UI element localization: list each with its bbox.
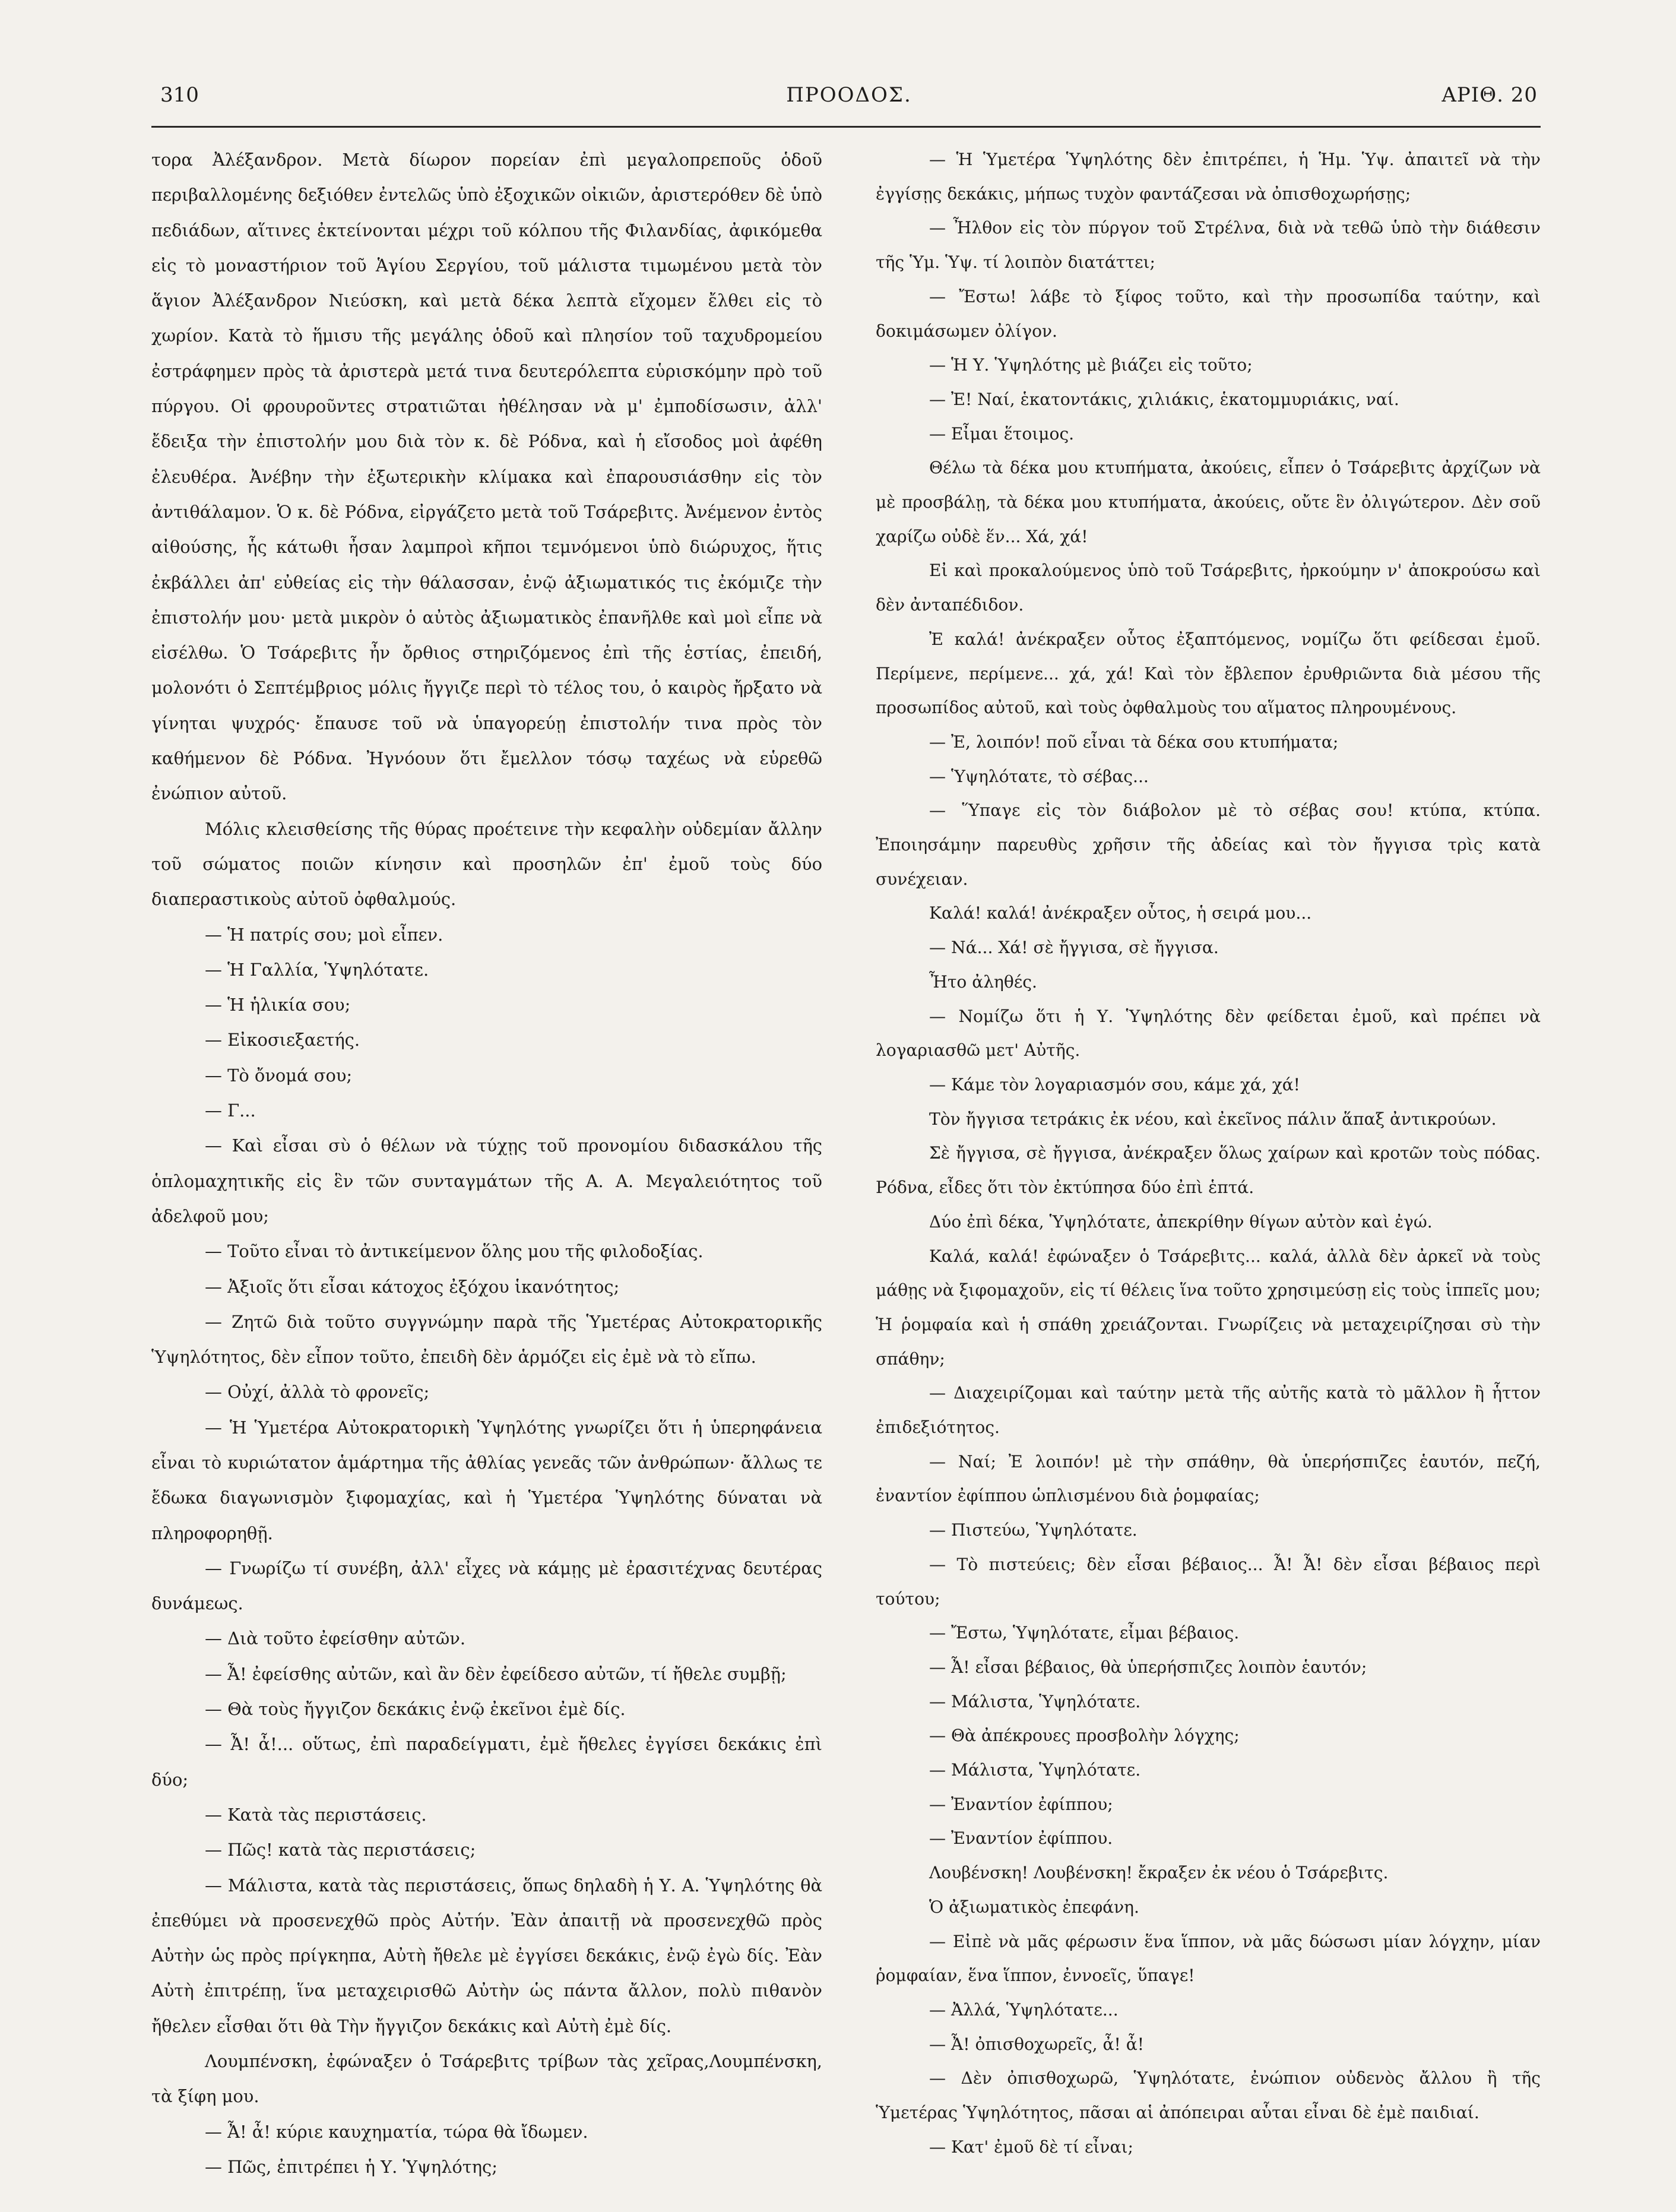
dialogue-line: — Ἆ! ἐφείσθης αὐτῶν, καὶ ἂν δὲν ἐφείδεσο αὐτῶν, τί ἤθελε συμβῇ; <box>205 1663 787 1684</box>
right-column <box>876 143 1541 2164</box>
dialogue-line: — Πιστεύω, Ὑψηλότατε. <box>929 1520 1138 1540</box>
dialogue-line: — Εἰκοσιεξαετής. <box>205 1030 360 1050</box>
dialogue-line: — Θὰ τοὺς ἤγγιζον δεκάκις ἐνῷ ἐκεῖνοι ἐμὲ δίς. <box>205 1699 626 1720</box>
dialogue-line: — Ναί; Ἐ λοιπόν! μὲ τὴν σπάθην, θὰ ὑπερήσπιζες ἑαυτόν, πεζή, ἐναντίον ἐφίππου ὡπλισμένου διὰ ῥομφαίας; <box>876 1451 1541 1506</box>
dialogue-line: — Ὕπαγε εἰς τὸν διάβολον μὲ τὸ σέβας σου! κτύπα, κτύπα. Ἐποιησάμην παρευθὺς χρῆσιν τῆς ἀδείας καὶ τὸν ἤγγισα τρὶς κατὰ συνέχειαν. <box>876 800 1541 889</box>
dialogue-line: — Πῶς, ἐπιτρέπει ἡ Υ. Ὑψηλότης; <box>205 2156 498 2177</box>
dialogue-line: — Εἰπὲ νὰ μᾶς φέρωσιν ἕνα ἵππον, νὰ μᾶς δώσωσι μίαν λόγχην, μίαν ῥομφαίαν, ἕνα ἵππον, ἐννοεῖς, ὕπαγε! <box>876 1931 1541 1986</box>
paragraph: Ὁ ἀξιωματικὸς ἐπεφάνη. <box>929 1897 1139 1917</box>
header-rule <box>151 126 1541 128</box>
paragraph: Σὲ ἤγγισα, σὲ ἤγγισα, ἀνέκραξεν ὅλως χαίρων καὶ κροτῶν τοὺς πόδας. Ρόδνα, εἶδες ὅτι τὸν ἐκτύπησα δύο ἐπὶ ἑπτά. <box>876 1143 1541 1198</box>
dialogue-line: — Ἡ Ὑμετέρα Ὑψηλότης δὲν ἐπιτρέπει, ἡ Ἡμ. Ὑψ. ἀπαιτεῖ νὰ τὴν ἐγγίσῃς δεκάκις, μήπως τυχὸν φαντάζεσαι νὰ ὀπισθοχωρήσῃς; <box>876 150 1541 204</box>
dialogue-line: — Οὐχί, ἀλλὰ τὸ φρονεῖς; <box>205 1382 430 1403</box>
dialogue-line: — Νά... Χά! σὲ ἤγγισα, σὲ ἤγγισα. <box>929 938 1219 958</box>
dialogue-line: — Κατ' ἐμοῦ δὲ τί εἶναι; <box>929 2137 1133 2157</box>
page-header <box>160 83 1538 119</box>
dialogue-line: — Θὰ ἀπέκρουες προσβολὴν λόγχης; <box>929 1726 1240 1746</box>
dialogue-line: — Ἡ ἡλικία σου; <box>205 995 351 1015</box>
dialogue-line: — Ἐ! Ναί, ἑκατοντάκις, χιλιάκις, ἑκατομμυριάκις, ναί. <box>929 389 1399 409</box>
issue-number: ΑΡΙΘ. 20 <box>1441 83 1538 107</box>
dialogue-line: — Ἐναντίον ἐφίππου; <box>929 1794 1113 1814</box>
dialogue-line: — Ἡ Ὑμετέρα Αὐτοκρατορικὴ Ὑψηλότης γνωρίζει ὅτι ἡ ὑπερηφάνεια εἶναι τὸ κυριώτατον ἁμάρτημα τῆς ἀθλίας γενεᾶς τῶν ἀνθρώπων· ἄλλως τε ἔδωκα διαγωνισμὸν ξιφομαχίας, καὶ ἡ Ὑμετέρα Ὑψηλότης δύναται νὰ πληροφορηθῇ. <box>151 1417 822 1543</box>
paragraph: Δύο ἐπὶ δέκα, Ὑψηλότατε, ἀπεκρίθην θίγων αὐτὸν καὶ ἐγώ. <box>929 1211 1433 1232</box>
dialogue-line: — Ἆ! εἶσαι βέβαιος, θὰ ὑπερήσπιζες λοιπὸν ἑαυτόν; <box>929 1657 1367 1677</box>
dialogue-line: — Μάλιστα, Ὑψηλότατε. <box>929 1691 1141 1711</box>
dialogue-line: — Νομίζω ὅτι ἡ Υ. Ὑψηλότης δὲν φείδεται ἐμοῦ, καὶ πρέπει νὰ λογαριασθῶ μετ' Αὐτῆς. <box>876 1006 1541 1061</box>
dialogue-line: — Ἆ! ἆ! κύριε καυχηματία, τώρα θὰ ἴδωμεν. <box>205 2121 588 2142</box>
dialogue-line: — Διαχειρίζομαι καὶ ταύτην μετὰ τῆς αὐτῆς κατὰ τὸ μᾶλλον ἢ ἧττον ἐπιδεξιότητος. <box>876 1383 1541 1438</box>
dialogue-line: — Τὸ πιστεύεις; δὲν εἶσαι βέβαιος... Ἆ! Ἆ! δὲν εἶσαι βέβαιος περὶ τούτου; <box>876 1554 1541 1609</box>
paragraph: Εἰ καὶ προκαλούμενος ὑπὸ τοῦ Τσάρεβιτς, ἠρκούμην ν' ἀποκρούσω καὶ δὲν ἀνταπέδιδον. <box>876 561 1541 615</box>
dialogue-line: — Ἦλθον εἰς τὸν πύργον τοῦ Στρέλνα, διὰ νὰ τεθῶ ὑπὸ τὴν διάθεσιν τῆς Ὑμ. Ὑψ. τί λοιπὸν διατάττει; <box>876 218 1541 273</box>
dialogue-line: — Ἔστω! λάβε τὸ ξίφος τοῦτο, καὶ τὴν προσωπίδα ταύτην, καὶ δοκιμάσωμεν ὀλίγον. <box>876 286 1541 341</box>
paragraph: Τὸν ἤγγισα τετράκις ἐκ νέου, καὶ ἐκεῖνος πάλιν ἅπαξ ἀντικρούων. <box>929 1109 1497 1129</box>
dialogue-line: — Γνωρίζω τί συνέβη, ἀλλ' εἶχες νὰ κάμῃς μὲ ἐρασιτέχνας δευτέρας δυνάμεως. <box>151 1558 822 1614</box>
dialogue-line: — Ἔστω, Ὑψηλότατε, εἶμαι βέβαιος. <box>929 1623 1240 1643</box>
paragraph: Καλά, καλά! ἐφώναξεν ὁ Τσάρεβιτς... καλά, ἀλλὰ δὲν ἀρκεῖ νὰ τοὺς μάθῃς νὰ ξιφομαχοῦν, εἰς τί θέλεις ἵνα τοῦτο χρησιμεύσῃ εἰς τοὺς ἱππεῖς μου; Ἡ ῥομφαία καὶ ἡ σπάθη χρειάζονται. Γνωρίζεις νὰ μεταχειρίζησαι σὺ τὴν σπάθην; <box>876 1246 1541 1369</box>
dialogue-line: — Ἡ Υ. Ὑψηλότης μὲ βιάζει εἰς τοῦτο; <box>929 355 1253 375</box>
dialogue-line: — Πῶς! κατὰ τὰς περιστάσεις; <box>205 1840 476 1860</box>
dialogue-line: — Ἆ! ὀπισθοχωρεῖς, ἆ! ἆ! <box>929 2034 1144 2054</box>
paragraph: Ἐ καλά! ἀνέκραξεν οὗτος ἐξαπτόμενος, νομίζω ὅτι φείδεσαι ἐμοῦ. Περίμενε, περίμενε... χά, χά! Καὶ τὸν ἔβλεπον ἐρυθριῶντα διὰ μέσου τῆς προσωπίδος αὐτοῦ, καὶ τοὺς ὀφθαλμοὺς του αἵματος πληρουμένους. <box>876 629 1541 718</box>
dialogue-line: — Μάλιστα, Ὑψηλότατε. <box>929 1760 1141 1780</box>
dialogue-line: — Ὑψηλότατε, τὸ σέβας... <box>929 766 1149 786</box>
dialogue-line: — Ἆ! ἆ!... οὕτως, ἐπὶ παραδείγματι, ἐμὲ ἤθελες ἐγγίσει δεκάκις ἐπὶ δύο; <box>151 1734 822 1790</box>
dialogue-line: — Τοῦτο εἶναι τὸ ἀντικείμενον ὅλης μου τῆς φιλοδοξίας. <box>205 1241 704 1262</box>
paragraph: Θέλω τὰ δέκα μου κτυπήματα, ἀκούεις, εἶπεν ὁ Τσάρεβιτς ἀρχίζων νὰ μὲ προσβάλῃ, τὰ δέκα μου κτυπήματα, ἀκούεις, οὔτε ἓν ὀλιγώτερον. Δὲν σοῦ χαρίζω οὐδὲ ἕν... Χά, χά! <box>876 458 1541 546</box>
page-number: 310 <box>160 83 199 107</box>
dialogue-line: — Δὲν ὀπισθοχωρῶ, Ὑψηλότατε, ἐνώπιον οὐδενὸς ἄλλου ἢ τῆς Ὑμετέρας Ὑψηλότητος, πᾶσαι αἱ ἀπόπειραι αὗται εἶναι δὲ ἐμὲ παιδιαί. <box>876 2068 1541 2123</box>
dialogue-line: — Γ... <box>205 1100 256 1121</box>
dialogue-line: — Κατὰ τὰς περιστάσεις. <box>205 1804 427 1825</box>
dialogue-line: — Ἀξιοῖς ὅτι εἶσαι κάτοχος ἐξόχου ἱκανότητος; <box>205 1276 620 1297</box>
dialogue-line: — Μάλιστα, κατὰ τὰς περιστάσεις, ὅπως δηλαδὴ ἡ Υ. Α. Ὑψηλότης θὰ ἐπεθύμει νὰ προσενεχθῶ πρὸς Αὐτήν. Ἐὰν ἀπαιτῇ νὰ προσενεχθῶ πρὸς Αὐτὴν ὡς πρὸς πρίγκηπα, Αὐτὴ ἤθελε μὲ ἐγγίσει δεκάκις, ἐνῷ ἐγὼ δίς. Ἐὰν Αὐτὴ ἐπιτρέπῃ, ἵνα μεταχειρισθῶ Αὐτὴν ὡς πάντα ἄλλον, πολὺ πιθανὸν ἤθελεν εἶσθαι ὅτι θὰ Τὴν ἤγγιζον δεκάκις καὶ Αὐτὴ ἐμὲ δίς. <box>151 1875 822 2036</box>
dialogue-line: — Ἐ, λοιπόν! ποῦ εἶναι τὰ δέκα σου κτυπήματα; <box>929 732 1339 752</box>
dialogue-line: — Ἡ Γαλλία, Ὑψηλότατε. <box>205 959 429 980</box>
dialogue-line: — Ἐναντίον ἐφίππου. <box>929 1828 1113 1849</box>
paragraph: τορα Ἀλέξανδρον. Μετὰ δίωρον πορείαν ἐπὶ μεγαλοπρεποῦς ὁδοῦ περιβαλλομένης δεξιόθεν ἐντελῶς ὑπὸ ἐξοχικῶν οἰκιῶν, ἀριστερόθεν δὲ ὑπὸ πεδιάδων, αἵτινες ἐκτείνονται μέχρι τοῦ κόλπου τῆς Φιλανδίας, ἀφικόμεθα εἰς τὸ μοναστήριον τοῦ Ἁγίου Σεργίου, τοῦ μάλιστα τιμωμένου μετὰ τὸν ἅγιον Ἀλέξανδρον Νιεύσκη, καὶ μετὰ δέκα λεπτὰ εἴχομεν ἔλθει εἰς τὸ χωρίον. Κατὰ τὸ ἥμισυ τῆς μεγάλης ὁδοῦ καὶ πλησίον τοῦ ταχυδρομείου ἐστράφημεν πρὸς τὰ ἀριστερὰ μετά τινα δευτερόλεπτα εὑρισκόμην πρὸ τοῦ πύργου. Οἱ φρουροῦντες στρατιῶται ἠθέλησαν νὰ μ' ἐμποδίσωσιν, ἀλλ' ἔδειξα τὴν ἐπιστολήν μου διὰ τὸν κ. δὲ Ρόδνα, καὶ ἡ εἴσοδος μοὶ ἀφέθη ἐλευθέρα. Ἀνέβην τὴν ἐξωτερικὴν κλίμακα καὶ ἐπαρουσιάσθην εἰς τὸν ἀντιθάλαμον. Ὁ κ. δὲ Ρόδνα, εἰργάζετο μετὰ τοῦ Τσάρεβιτς. Ἀνέμενον ἐντὸς αἰθούσης, ἧς κάτωθι ἦσαν λαμπροὶ κῆποι τεμνόμενοι ὑπὸ διώρυχος, ἥτις ἐκβάλλει ἀπ' εὐθείας εἰς τὴν θάλασσαν, ἐνῷ ἀξιωματικός τις ἐκόμιζε τὴν ἐπιστολήν μου· μετὰ μικρὸν ὁ αὐτὸς ἀξιωματικὸς ἐπανῆλθε καὶ μοὶ εἶπε νὰ εἰσέλθω. Ὁ Τσάρεβιτς ἦν ὄρθιος στηριζόμενος ἐπὶ τῆς ἑστίας, ἐπειδή, μολονότι ὁ Σεπτέμβριος μόλις ἤγγιζε περὶ τὸ τέλος του, ὁ καιρὸς ἤρξατο νὰ γίνηται ψυχρός· ἔπαυσε τοῦ νὰ ὑπαγορεύῃ ἐπιστολήν τινα πρὸς τὸν καθήμενον δὲ Ρόδνα. Ἠγνόουν ὅτι ἔμελλον τόσῳ ταχέως νὰ εὑρεθῶ ἐνώπιον αὐτοῦ. <box>151 150 822 804</box>
dialogue-line: — Εἶμαι ἕτοιμος. <box>929 423 1075 444</box>
dialogue-line: — Ζητῶ διὰ τοῦτο συγγνώμην παρὰ τῆς Ὑμετέρας Αὐτοκρατορικῆς Ὑψηλότητος, δὲν εἶπον τοῦτο, ἐπειδὴ δὲν ἁρμόζει εἰς ἐμὲ νὰ τὸ εἴπω. <box>151 1311 822 1368</box>
dialogue-line: — Ἀλλά, Ὑψηλότατε... <box>929 1999 1119 2020</box>
dialogue-line: — Τὸ ὄνομά σου; <box>205 1065 353 1086</box>
paragraph: Λουβένσκη! Λουβένσκη! ἔκραξεν ἐκ νέου ὁ Τσάρεβιτς. <box>929 1863 1389 1883</box>
dialogue-line: — Ἡ πατρίς σου; μοὶ εἶπεν. <box>205 924 443 945</box>
paragraph: Ἦτο ἀληθές. <box>929 971 1037 992</box>
paragraph: Καλά! καλά! ἀνέκραξεν οὗτος, ἡ σειρά μου... <box>929 903 1312 923</box>
dialogue-line: — Διὰ τοῦτο ἐφείσθην αὐτῶν. <box>205 1628 466 1649</box>
publication-title: ΠΡΟΟΔΟΣ. <box>786 83 912 107</box>
paragraph: Μόλις κλεισθείσης τῆς θύρας προέτεινε τὴν κεφαλὴν οὐδεμίαν ἄλλην τοῦ σώματος ποιῶν κίνησιν καὶ προσηλῶν ἐπ' ἐμοῦ τοὺς δύο διαπεραστικοὺς αὐτοῦ ὀφθαλμούς. <box>151 818 822 910</box>
paragraph: Λουμπένσκη, ἐφώναξεν ὁ Τσάρεβιτς τρίβων τὰς χεῖρας,Λουμπένσκη, τὰ ξίφη μου. <box>151 2051 822 2107</box>
dialogue-line: — Κάμε τὸν λογαριασμόν σου, κάμε χά, χά! <box>929 1074 1300 1094</box>
dialogue-line: — Καὶ εἶσαι σὺ ὁ θέλων νὰ τύχῃς τοῦ προνομίου διδασκάλου τῆς ὁπλομαχητικῆς εἰς ἓν τῶν συνταγμάτων τῆς Α. Α. Μεγαλειότητος τοῦ ἀδελφοῦ μου; <box>151 1135 822 1226</box>
left-column <box>151 143 822 2185</box>
